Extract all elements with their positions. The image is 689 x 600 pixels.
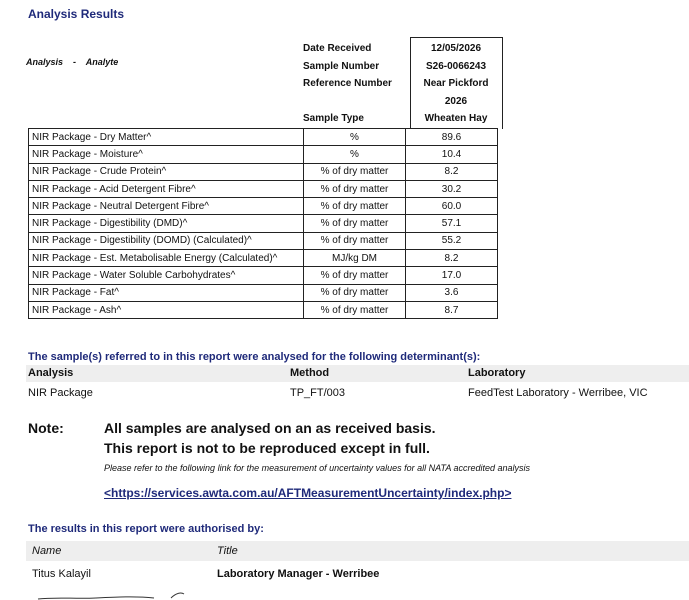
table-row bbox=[29, 146, 498, 163]
result-unit: % of dry matter bbox=[304, 180, 406, 197]
page-title: Analysis Results bbox=[28, 7, 125, 21]
table-row bbox=[29, 250, 498, 267]
reference-number-line1: Near Pickford bbox=[423, 78, 489, 89]
result-unit: % bbox=[304, 146, 406, 163]
authoriser-name: Titus Kalayil bbox=[32, 568, 91, 580]
result-value: 55.2 bbox=[406, 232, 498, 249]
result-unit: % of dry matter bbox=[304, 267, 406, 284]
result-value: 30.2 bbox=[406, 180, 498, 197]
table-row bbox=[29, 232, 498, 249]
table-row bbox=[29, 163, 498, 180]
result-unit: % of dry matter bbox=[304, 163, 406, 180]
sample-type-label: Sample Type bbox=[303, 113, 364, 124]
result-analyte: NIR Package - Digestibility (DOMD) (Calculated)^ bbox=[29, 232, 304, 249]
determinants-col-method: Method bbox=[290, 367, 330, 379]
result-unit: % of dry matter bbox=[304, 301, 406, 318]
result-unit: MJ/kg DM bbox=[304, 250, 406, 267]
result-value: 89.6 bbox=[406, 129, 498, 146]
note-uncertainty-text: Please refer to the following link for the measurement of uncertainty values for all NATA accredited analysis bbox=[104, 463, 531, 473]
result-unit: % of dry matter bbox=[304, 232, 406, 249]
result-analyte: NIR Package - Dry Matter^ bbox=[29, 129, 304, 146]
result-analyte: NIR Package - Digestibility (DMD)^ bbox=[29, 215, 304, 232]
result-unit: % of dry matter bbox=[304, 284, 406, 301]
determinants-header-band bbox=[26, 365, 689, 382]
result-analyte: NIR Package - Crude Protein^ bbox=[29, 163, 304, 180]
authorisation-title: The results in this report were authorised by: bbox=[28, 523, 264, 535]
result-analyte: NIR Package - Est. Metabolisable Energy (Calculated)^ bbox=[29, 250, 304, 267]
table-row bbox=[29, 180, 498, 197]
analysis-label: Analysis bbox=[26, 57, 64, 67]
result-value: 57.1 bbox=[406, 215, 498, 232]
table-row bbox=[29, 267, 498, 284]
result-value: 8.2 bbox=[406, 250, 498, 267]
result-analyte: NIR Package - Fat^ bbox=[29, 284, 304, 301]
result-unit: % of dry matter bbox=[304, 198, 406, 215]
result-value: 8.7 bbox=[406, 301, 498, 318]
table-row bbox=[29, 129, 498, 146]
sample-number-label: Sample Number bbox=[303, 61, 380, 72]
note-line-2: This report is not to be reproduced except in full. bbox=[104, 440, 430, 456]
sample-number-value: S26-0066243 bbox=[425, 61, 487, 72]
note-line-1: All samples are analysed on an as received basis. bbox=[104, 420, 436, 436]
result-analyte: NIR Package - Neutral Detergent Fibre^ bbox=[29, 198, 304, 215]
result-analyte: NIR Package - Ash^ bbox=[29, 301, 304, 318]
analysis-analyte-header bbox=[26, 57, 118, 67]
reference-number-label: Reference Number bbox=[303, 78, 392, 89]
authorisation-col-title: Title bbox=[217, 545, 238, 557]
table-row bbox=[29, 198, 498, 215]
analyte-label: Analyte bbox=[85, 57, 119, 67]
determinant-laboratory: FeedTest Laboratory - Werribee, VIC bbox=[468, 387, 648, 399]
authorisation-header-band bbox=[26, 541, 689, 561]
date-received-value: 12/05/2026 bbox=[430, 43, 482, 54]
uncertainty-link[interactable]: <https://services.awta.com.au/AFTMeasurementUncertainty/index.php> bbox=[104, 486, 512, 500]
note-label: Note: bbox=[28, 420, 64, 436]
result-analyte: NIR Package - Acid Detergent Fibre^ bbox=[29, 180, 304, 197]
signature-image bbox=[36, 590, 186, 600]
determinants-title: The sample(s) referred to in this report were analysed for the following determinant(s): bbox=[28, 351, 481, 363]
result-value: 17.0 bbox=[406, 267, 498, 284]
determinants-col-laboratory: Laboratory bbox=[468, 367, 526, 379]
table-row bbox=[29, 215, 498, 232]
header-separator: - bbox=[73, 57, 77, 67]
result-unit: % bbox=[304, 129, 406, 146]
determinant-method: TP_FT/003 bbox=[290, 387, 346, 399]
result-value: 60.0 bbox=[406, 198, 498, 215]
date-received-label: Date Received bbox=[303, 43, 372, 54]
authoriser-role: Laboratory Manager - Werribee bbox=[217, 568, 380, 580]
table-row bbox=[29, 284, 498, 301]
authorisation-col-name: Name bbox=[32, 545, 62, 557]
result-analyte: NIR Package - Moisture^ bbox=[29, 146, 304, 163]
determinants-col-analysis: Analysis bbox=[28, 367, 74, 379]
reference-number-line2: 2026 bbox=[444, 96, 468, 107]
result-value: 3.6 bbox=[406, 284, 498, 301]
result-value: 10.4 bbox=[406, 146, 498, 163]
result-analyte: NIR Package - Water Soluble Carbohydrates^ bbox=[29, 267, 304, 284]
table-row bbox=[29, 301, 498, 318]
result-unit: % of dry matter bbox=[304, 215, 406, 232]
result-value: 8.2 bbox=[406, 163, 498, 180]
results-table bbox=[28, 128, 498, 319]
determinant-analysis: NIR Package bbox=[28, 387, 93, 399]
sample-type-value: Wheaten Hay bbox=[424, 113, 488, 124]
